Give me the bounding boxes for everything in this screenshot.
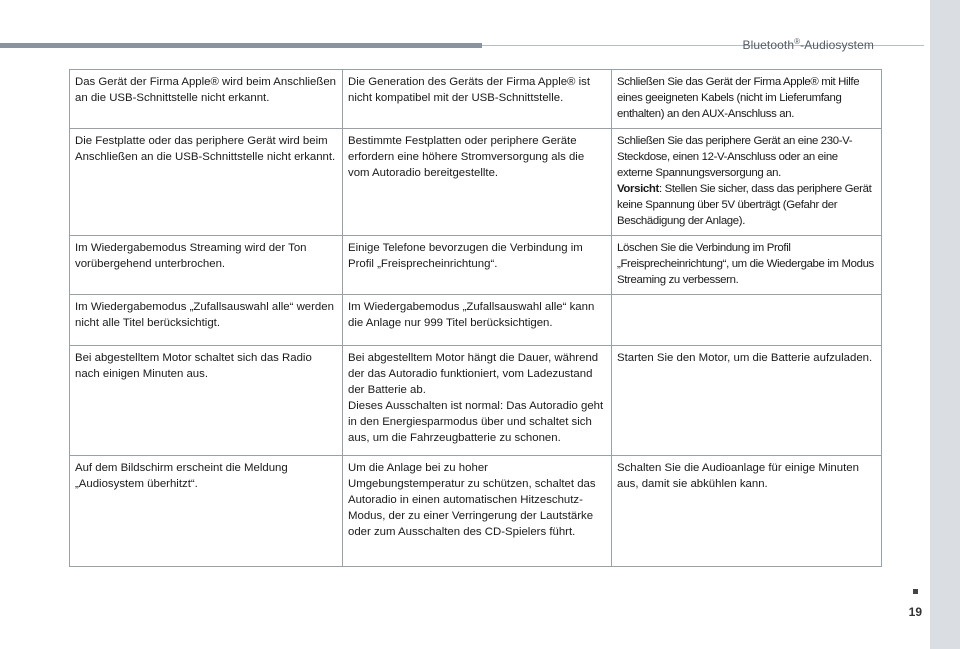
warning-label: Vorsicht xyxy=(617,183,659,195)
section-title: Bluetooth®-Audiosystem xyxy=(742,37,874,52)
table-row xyxy=(70,70,882,129)
solution-cell: Löschen Sie die Verbindung im Profil „Freisprecheinrichtung“, um die Wiedergabe im Modus Streaming zu verbessern. xyxy=(612,236,882,295)
solution-cell xyxy=(612,295,882,346)
solution-cell: Schalten Sie die Audioanlage für einige Minuten aus, damit sie abkühlen kann. xyxy=(612,456,882,567)
problem-cell: Bei abgestelltem Motor schaltet sich das Radio nach einigen Minuten aus. xyxy=(70,346,343,456)
table-row xyxy=(70,456,882,567)
cause-cell: Im Wiedergabemodus „Zufallsauswahl alle“ kann die Anlage nur 999 Titel berücksichtigen. xyxy=(343,295,612,346)
problem-cell: Das Gerät der Firma Apple® wird beim Anschließen an die USB-Schnittstelle nicht erkannt. xyxy=(70,70,343,129)
cause-cell: Um die Anlage bei zu hoher Umgebungstemperatur zu schützen, schaltet das Autoradio in einen automatischen Hitzeschutz-Modus, der zu einer Verringerung der Lautstärke oder zum Ausschalten des CD-Spielers führt. xyxy=(343,456,612,567)
cause-cell: Bei abgestelltem Motor hängt die Dauer, während der das Autoradio funktioniert, vom Ladezustand der Batterie ab. Dieses Ausschalten ist normal: Das Autoradio geht in den Energiesparmodus über und schaltet sich aus, um die Fahrzeugbatterie zu schonen. xyxy=(343,346,612,456)
solution-cell: Schließen Sie das Gerät der Firma Apple® mit Hilfe eines geeigneten Kabels (nicht im Lieferumfang enthalten) an den AUX-Anschluss an. xyxy=(612,70,882,129)
solution-cell xyxy=(612,129,882,236)
problem-cell: Im Wiedergabemodus „Zufallsauswahl alle“ werden nicht alle Titel berücksichtigt. xyxy=(70,295,343,346)
page-number: 19 xyxy=(908,605,922,619)
solution-text: Schließen Sie das periphere Gerät an eine 230-V-Steckdose, einen 12-V-Anschluss oder an eine externe Spannungsversorgung an. xyxy=(617,135,853,179)
cause-cell: Bestimmte Festplatten oder periphere Geräte erfordern eine höhere Stromversorgung als die vom Autoradio bereitgestellte. xyxy=(343,129,612,236)
table-row xyxy=(70,236,882,295)
problem-cell: Die Festplatte oder das periphere Gerät wird beim Anschließen an die USB-Schnittstelle nicht erkannt. xyxy=(70,129,343,236)
cause-cell: Die Generation des Geräts der Firma Apple® ist nicht kompatibel mit der USB-Schnittstelle. xyxy=(343,70,612,129)
warning-text: : Stellen Sie sicher, dass das periphere Gerät keine Spannung über 5V überträgt (Gefahr der Beschädigung der Anlage). xyxy=(617,183,872,227)
table-row xyxy=(70,295,882,346)
page-marker xyxy=(913,589,918,594)
table-row xyxy=(70,346,882,456)
problem-cell: Auf dem Bildschirm erscheint die Meldung „Audiosystem überhitzt“. xyxy=(70,456,343,567)
solution-cell: Starten Sie den Motor, um die Batterie aufzuladen. xyxy=(612,346,882,456)
problem-cell: Im Wiedergabemodus Streaming wird der Ton vorübergehend unterbrochen. xyxy=(70,236,343,295)
cause-cell: Einige Telefone bevorzugen die Verbindung im Profil „Freisprecheinrichtung“. xyxy=(343,236,612,295)
page-side-bar xyxy=(930,0,960,649)
header-rule xyxy=(0,43,482,48)
troubleshooting-table xyxy=(69,69,882,567)
table-row xyxy=(70,129,882,236)
